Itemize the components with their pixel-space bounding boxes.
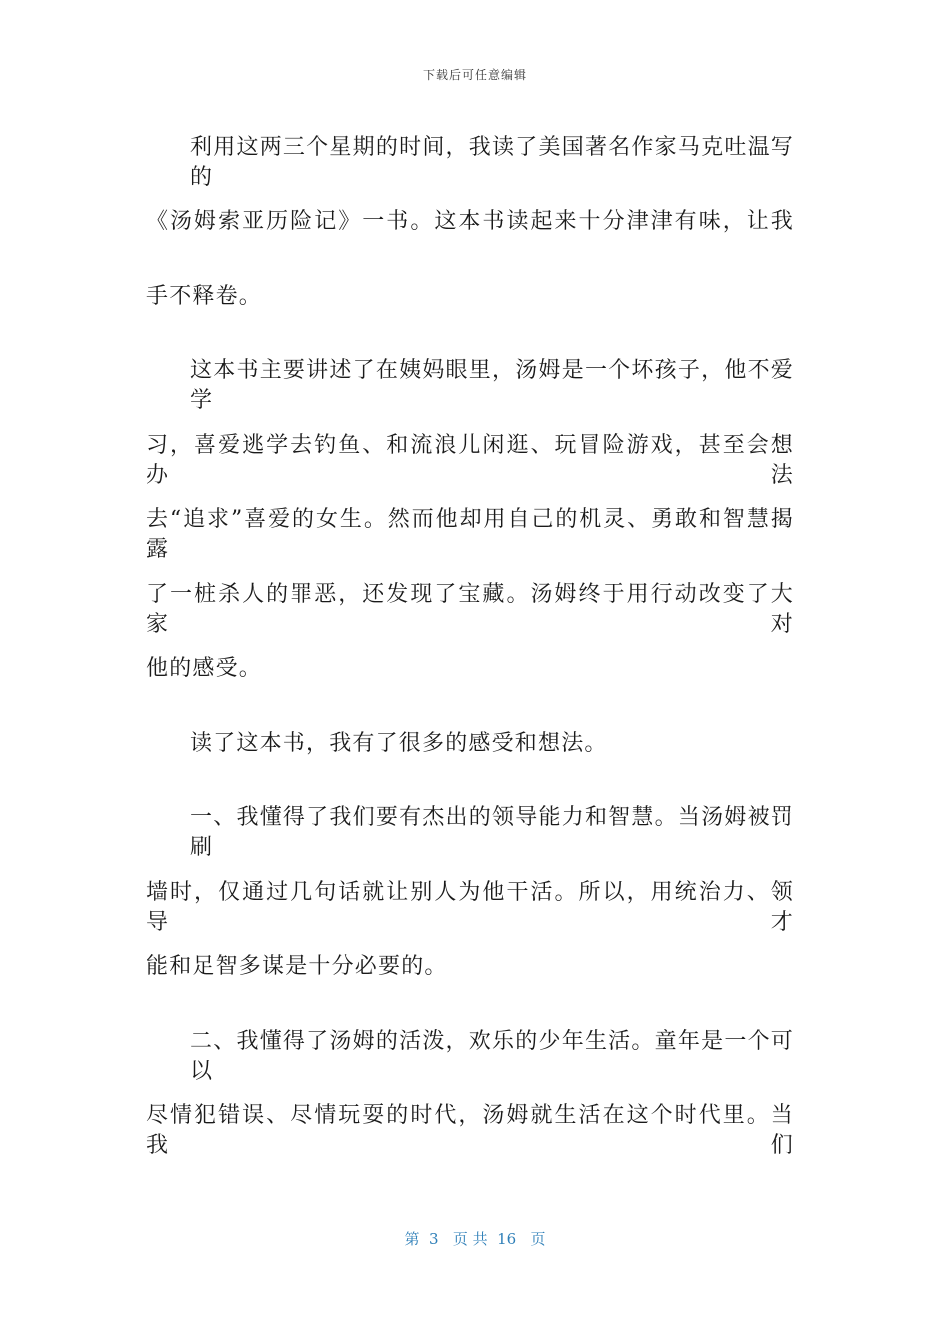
text-line: 读了这本书，我有了很多的感受和想法。 <box>190 731 608 756</box>
text-line: 一、我懂得了我们要有杰出的领导能力和智慧。当汤姆被罚刷 <box>190 805 794 860</box>
text-line: 了一桩杀人的罪恶，还发现了宝藏。汤姆终于用行动改变了大家对 <box>146 582 794 637</box>
text-line: 《汤姆索亚历险记》一书。这本书读起来十分津津有味，让我 <box>146 209 794 234</box>
text-line: 二、我懂得了汤姆的活泼，欢乐的少年生活。童年是一个可以 <box>190 1029 794 1084</box>
text-line: 去“追求”喜爱的女生。然而他却用自己的机灵、勇敢和智慧揭露 <box>146 507 794 562</box>
page-header-note: 下载后可任意编辑 <box>422 68 527 82</box>
text-line: 手不释卷。 <box>146 284 263 309</box>
text-line: 能和足智多谋是十分必要的。 <box>146 954 448 979</box>
text-line: 墙时，仅通过几句话就让别人为他干活。所以，用统治力、领导才 <box>146 880 794 935</box>
text-line: 利用这两三个星期的时间，我读了美国著名作家马克吐温写的 <box>190 135 794 190</box>
text-line: 这本书主要讲述了在姨妈眼里，汤姆是一个坏孩子，他不爱学 <box>190 358 794 413</box>
page-number-footer: 第 3 页 共 16 页 <box>404 1230 546 1248</box>
text-line: 习，喜爱逃学去钓鱼、和流浪儿闲逛、玩冒险游戏，甚至会想办法 <box>146 433 794 488</box>
text-line: 他的感受。 <box>146 656 263 681</box>
text-line: 尽情犯错误、尽情玩耍的时代，汤姆就生活在这个时代里。当我们 <box>146 1103 794 1158</box>
